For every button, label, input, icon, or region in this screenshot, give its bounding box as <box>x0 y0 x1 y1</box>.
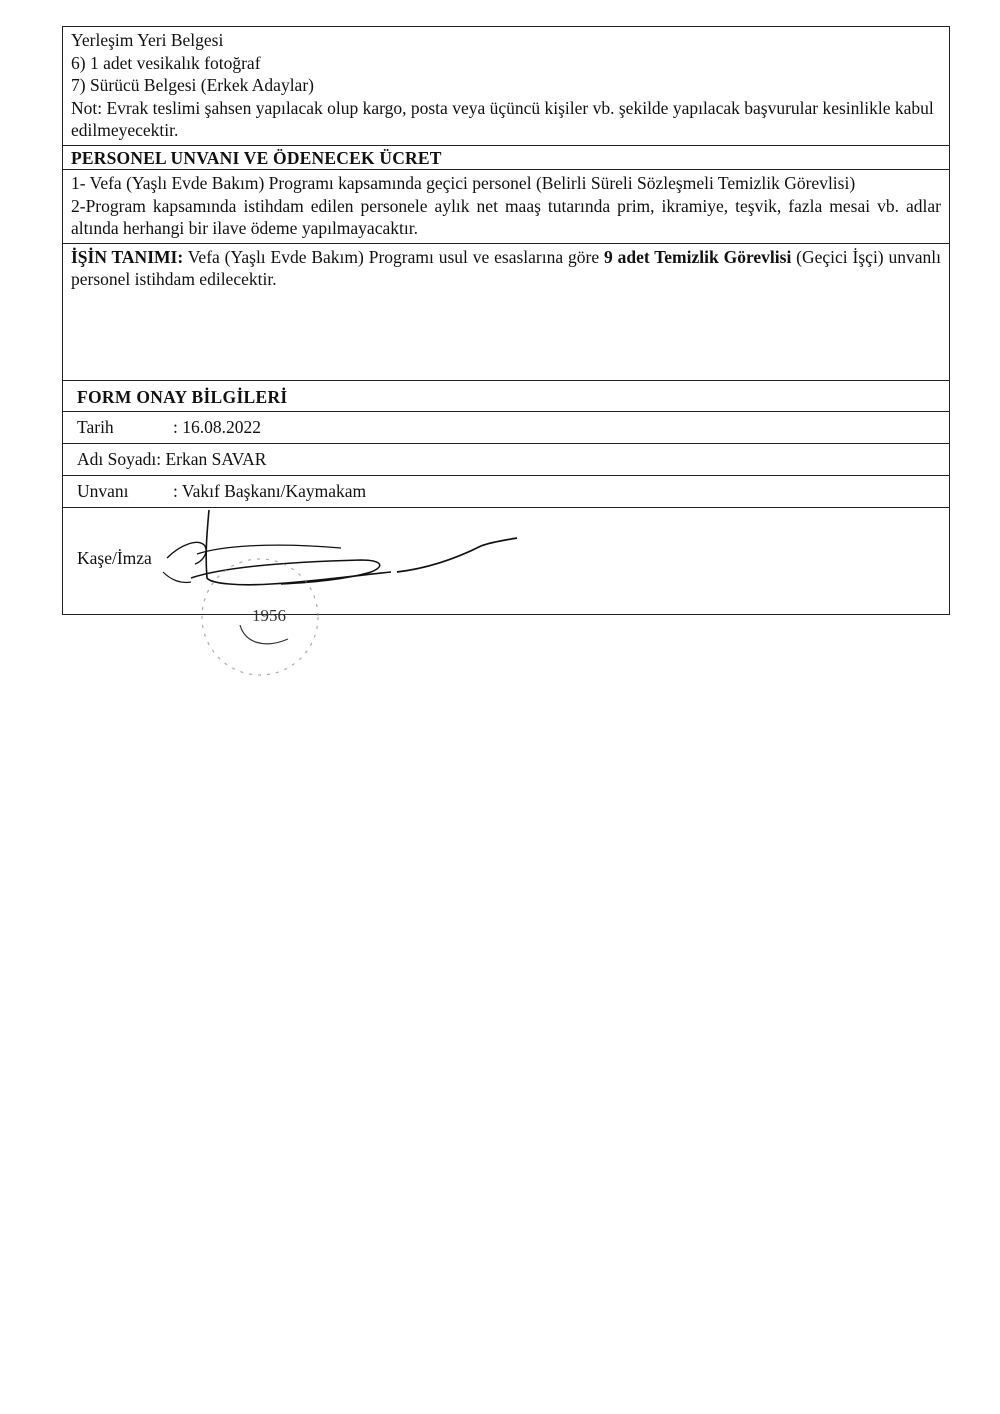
name-label: Adı Soyadı <box>77 448 157 469</box>
form-table <box>62 26 950 615</box>
document-item: 7) Sürücü Belgesi (Erkek Adaylar) <box>71 75 314 95</box>
personnel-section <box>63 170 949 244</box>
name-value: : Erkan SAVAR <box>156 448 267 469</box>
date-value: : 16.08.2022 <box>173 416 261 437</box>
name-row <box>63 444 949 476</box>
job-description-section <box>63 244 949 381</box>
form-page <box>62 26 950 615</box>
delivery-note: Not: Evrak teslimi şahsen yapılacak olup kargo, posta veya üçüncü kişiler vb. şekilde yapılacak başvurular kesinlikle kabul edilmeyecektir. <box>71 97 934 140</box>
official-stamp <box>140 555 380 695</box>
approval-heading: FORM ONAY BİLGİLERİ <box>63 381 949 412</box>
personnel-item-1: 1- Vefa (Yaşlı Evde Bakım) Programı kapsamında geçici personel (Belirli Süreli Sözleşmeli Temizlik Görevlisi) <box>71 173 856 193</box>
document-item: Yerleşim Yeri Belgesi <box>71 30 224 50</box>
title-value: : Vakıf Başkanı/Kaymakam <box>173 480 367 501</box>
personnel-heading: PERSONEL UNVANI VE ÖDENECEK ÜCRET <box>63 146 949 171</box>
job-text-part-1: Vefa (Yaşlı Evde Bakım) Programı usul ve esaslarına göre <box>183 246 604 267</box>
document-item: 6) 1 adet vesikalık fotoğraf <box>71 52 261 73</box>
signature-label: Kaşe/İmza <box>77 547 152 568</box>
job-heading: İŞİN TANIMI: <box>71 246 184 267</box>
personnel-item-2: 2-Program kapsamında istihdam edilen personele aylık net maaş tutarında prim, ikramiye, teşvik, fazla mesai vb. adlar altında herhangi bir ilave ödeme yapılmayacaktır. <box>71 195 941 238</box>
empty-space <box>71 291 941 377</box>
stamp-year: 1956 <box>252 606 286 625</box>
date-label: Tarih <box>77 416 114 437</box>
title-label: Unvanı <box>77 480 129 501</box>
job-position-count: 9 adet Temizlik Görevlisi <box>603 246 792 267</box>
job-text-part-2: (Geçici İşçi) unvanlı personel istihdam edilecektir. <box>71 246 941 289</box>
required-documents-section <box>63 27 949 146</box>
date-row <box>63 412 949 444</box>
